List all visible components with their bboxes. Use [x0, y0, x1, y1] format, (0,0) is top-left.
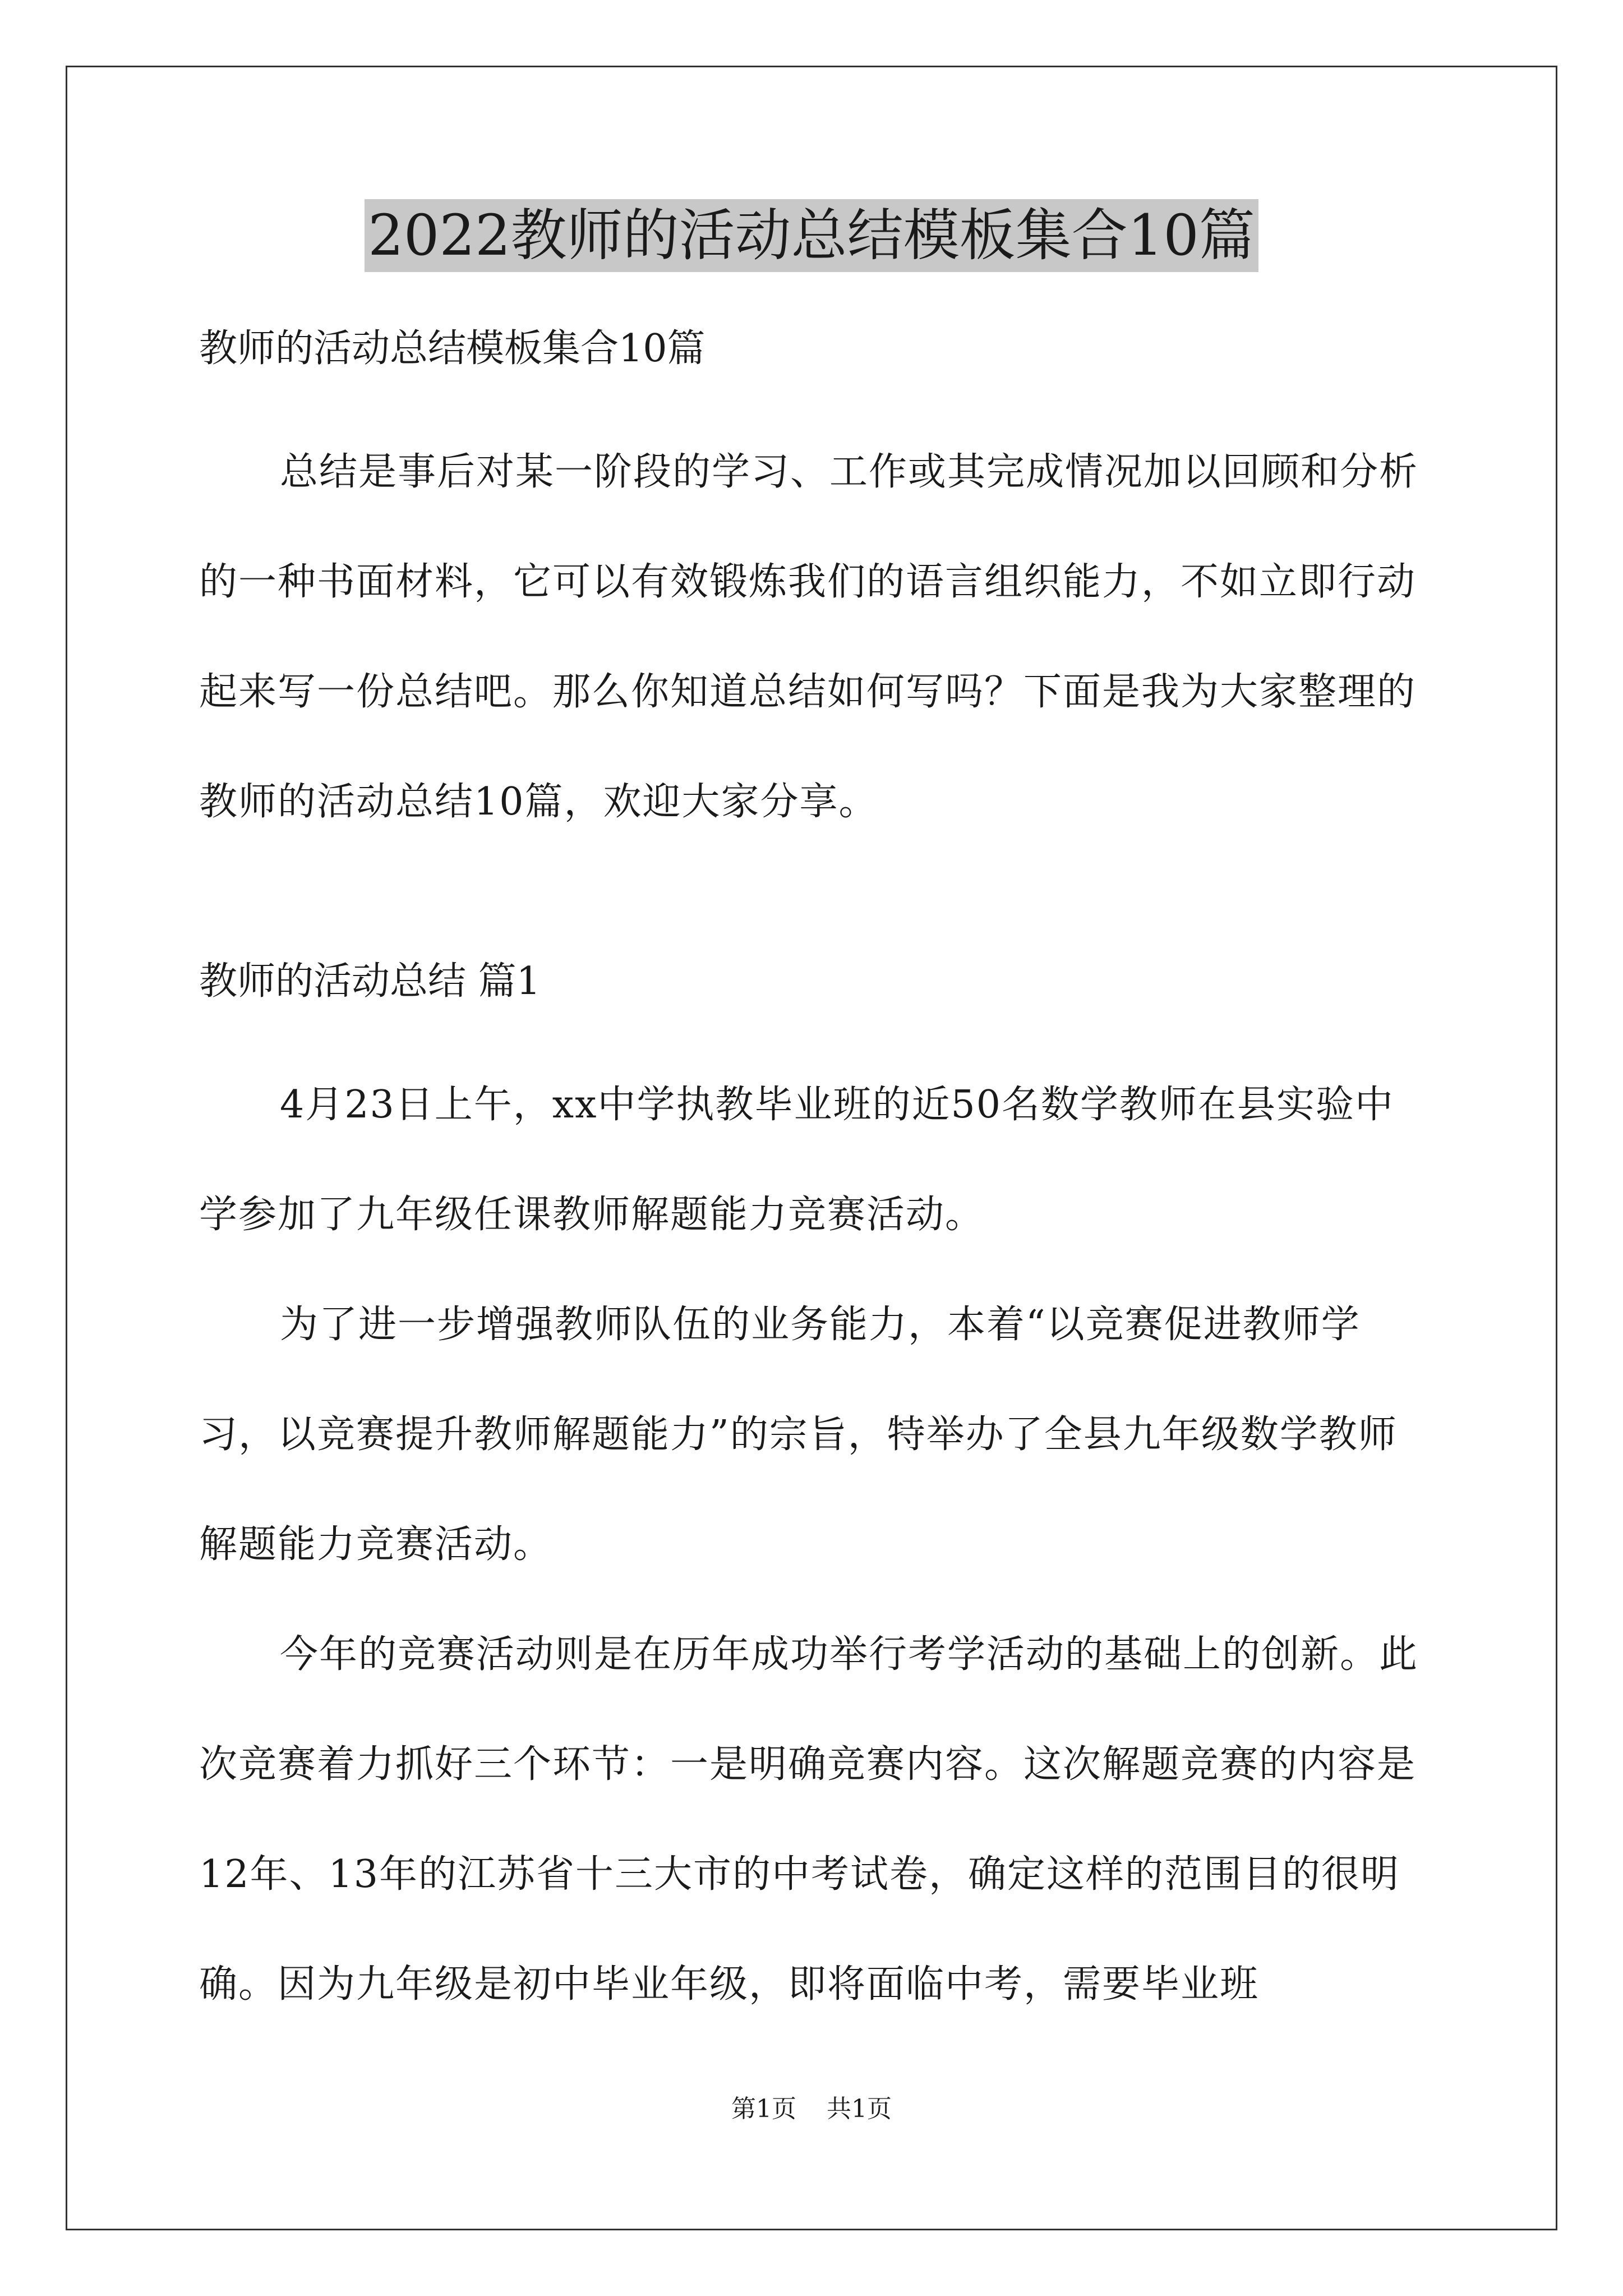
- spacer: [199, 378, 1424, 417]
- page-footer: [0, 2092, 1623, 2126]
- document-title: 2022教师的活动总结模板集合10篇: [365, 199, 1258, 272]
- page-number: 第1页: [731, 2095, 796, 2123]
- document-subtitle: 教师的活动总结模板集合10篇: [199, 326, 706, 371]
- title-container: [0, 199, 1623, 272]
- intro-paragraph: 总结是事后对某一阶段的学习、工作或其完成情况加以回顾和分析的一种书面材料，它可以有效锻炼我们的语言组织能力，不如立即行动起来写一份总结吧。那么你知道总结如何写吗？下面是我为大家整理的教师的活动总结10篇，欢迎大家分享。: [199, 450, 1419, 824]
- document-body: [199, 320, 1424, 2040]
- section-heading: 教师的活动总结 篇1: [199, 959, 541, 1004]
- spacer: [199, 1011, 1424, 1050]
- spacer: [199, 857, 1424, 953]
- body-paragraph: 为了进一步增强教师队伍的业务能力，本着“以竞赛促进教师学习，以竞赛提升教师解题能力”的宗旨，特举办了全县九年级数学教师解题能力竞赛活动。: [199, 1303, 1398, 1567]
- body-paragraph: 4月23日上午，xx中学执教毕业班的近50名数学教师在县实验中学参加了九年级任课教师解题能力竞赛活动。: [199, 1083, 1395, 1237]
- body-paragraph: 今年的竞赛活动则是在历年成功举行考学活动的基础上的创新。此次竞赛着力抓好三个环节：一是明确竞赛内容。这次解题竞赛的内容是12年、13年的江苏省十三大市的中考试卷，确定这样的范围目的很明确。因为九年级是初中毕业年级，即将面临中考，需要毕业班: [199, 1632, 1419, 2007]
- page-total: 共1页: [827, 2095, 892, 2123]
